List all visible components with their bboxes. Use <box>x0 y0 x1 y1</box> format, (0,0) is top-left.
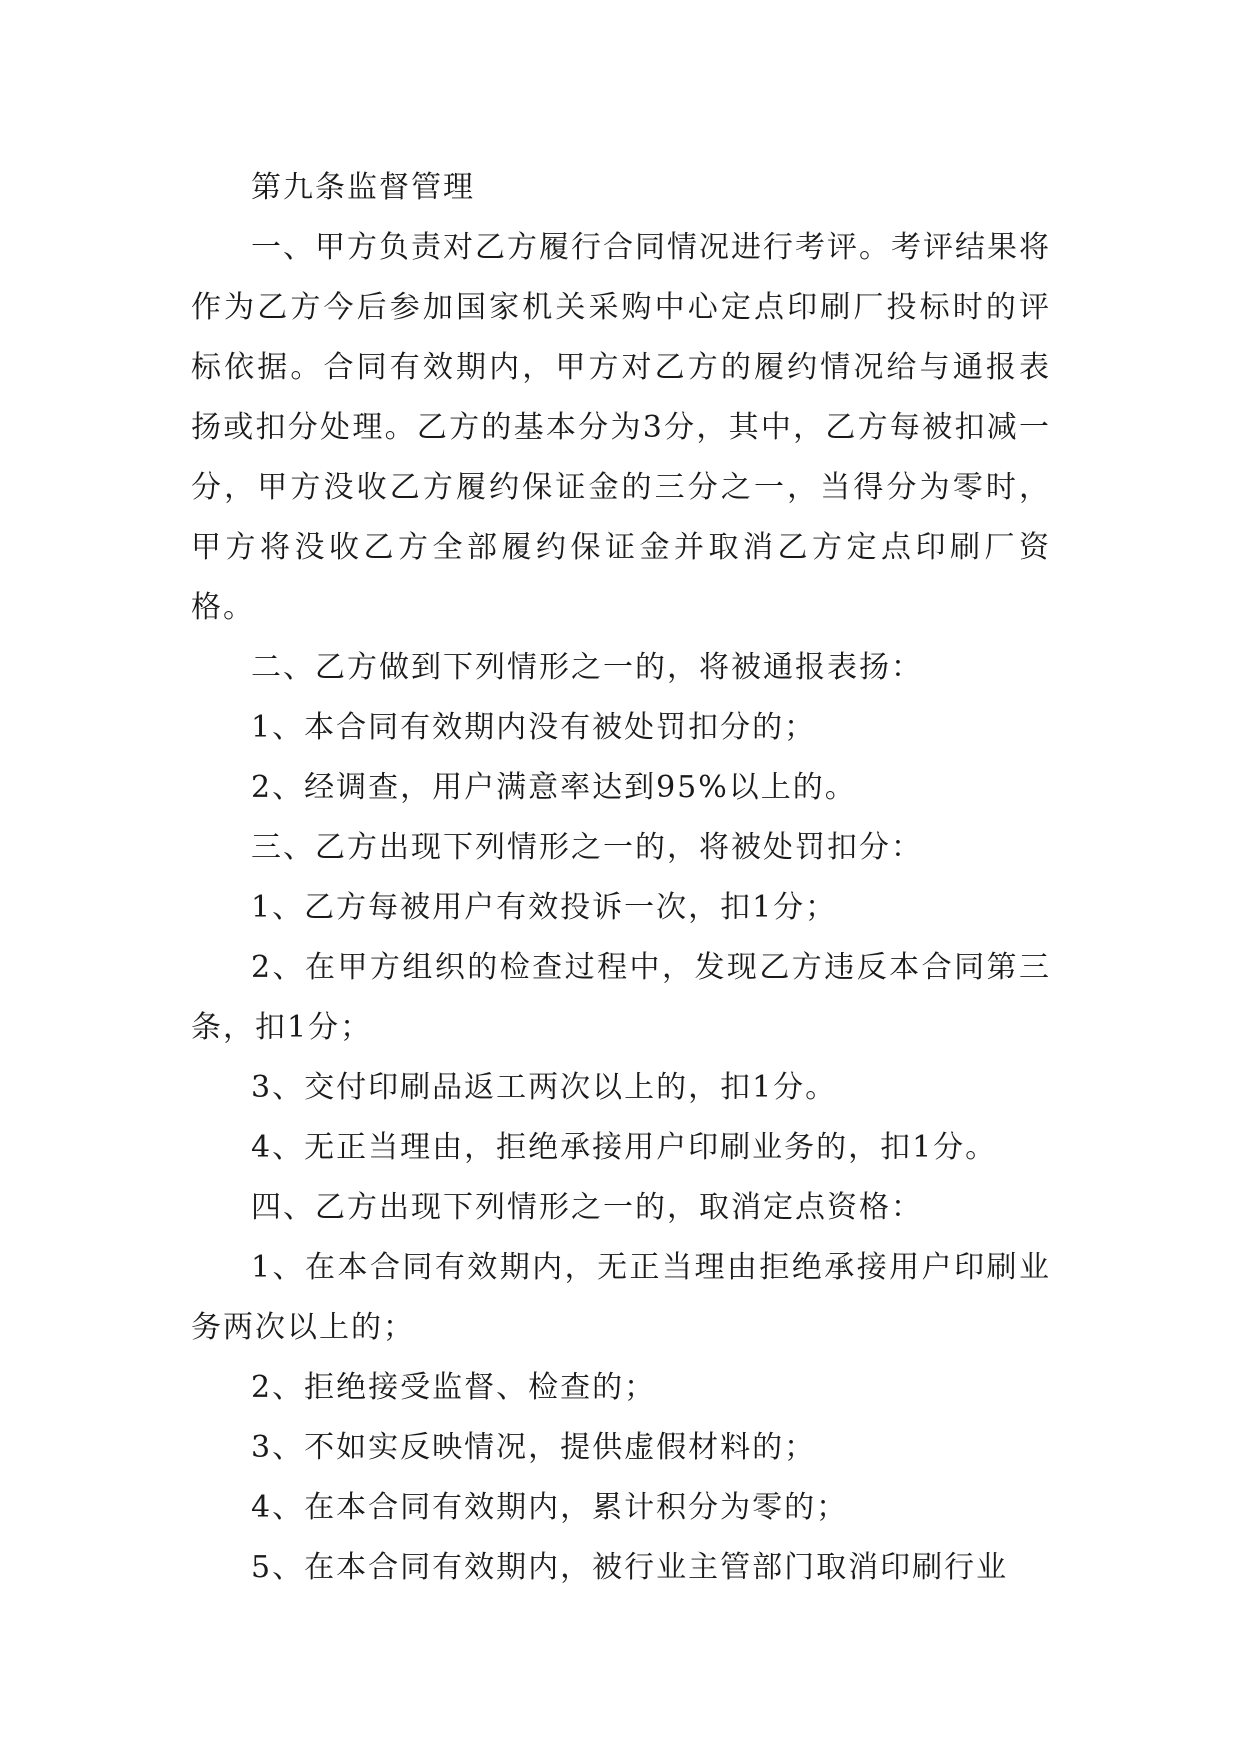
paragraph: 一、甲方负责对乙方履行合同情况进行考评。考评结果将作为乙方今后参加国家机关采购中心定点印刷厂投标时的评标依据。合同有效期内，甲方对乙方的履约情况给与通报表扬或扣分处理。乙方的基本分为3分，其中，乙方每被扣减一分，甲方没收乙方履约保证金的三分之一，当得分为零时，甲方将没收乙方全部履约保证金并取消乙方定点印刷厂资格。 <box>191 230 1051 625</box>
paragraph: 四、乙方出现下列情形之一的，取消定点资格： <box>251 1190 923 1225</box>
list-item: 1、乙方每被用户有效投诉一次，扣1分； <box>251 890 838 925</box>
section-heading: 第九条监督管理 <box>251 170 475 205</box>
list-item: 3、交付印刷品返工两次以上的，扣1分。 <box>251 1070 838 1105</box>
document-page <box>191 158 1051 1598</box>
paragraph: 三、乙方出现下列情形之一的，将被处罚扣分： <box>251 830 923 865</box>
list-item: 1、在本合同有效期内，无正当理由拒绝承接用户印刷业务两次以上的； <box>191 1250 1051 1345</box>
list-item: 2、在甲方组织的检查过程中，发现乙方违反本合同第三条，扣1分； <box>191 950 1051 1045</box>
paragraph: 二、乙方做到下列情形之一的，将被通报表扬： <box>251 650 923 685</box>
list-item: 4、无正当理由，拒绝承接用户印刷业务的，扣1分。 <box>251 1130 998 1165</box>
list-item: 3、不如实反映情况，提供虚假材料的； <box>251 1430 817 1465</box>
list-item: 2、拒绝接受监督、检查的； <box>251 1370 657 1405</box>
list-item: 5、在本合同有效期内，被行业主管部门取消印刷行业 <box>251 1550 1009 1585</box>
list-item: 2、经调查，用户满意率达到95%以上的。 <box>251 770 857 805</box>
list-item: 1、本合同有效期内没有被处罚扣分的； <box>251 710 817 745</box>
list-item: 4、在本合同有效期内，累计积分为零的； <box>251 1490 849 1525</box>
